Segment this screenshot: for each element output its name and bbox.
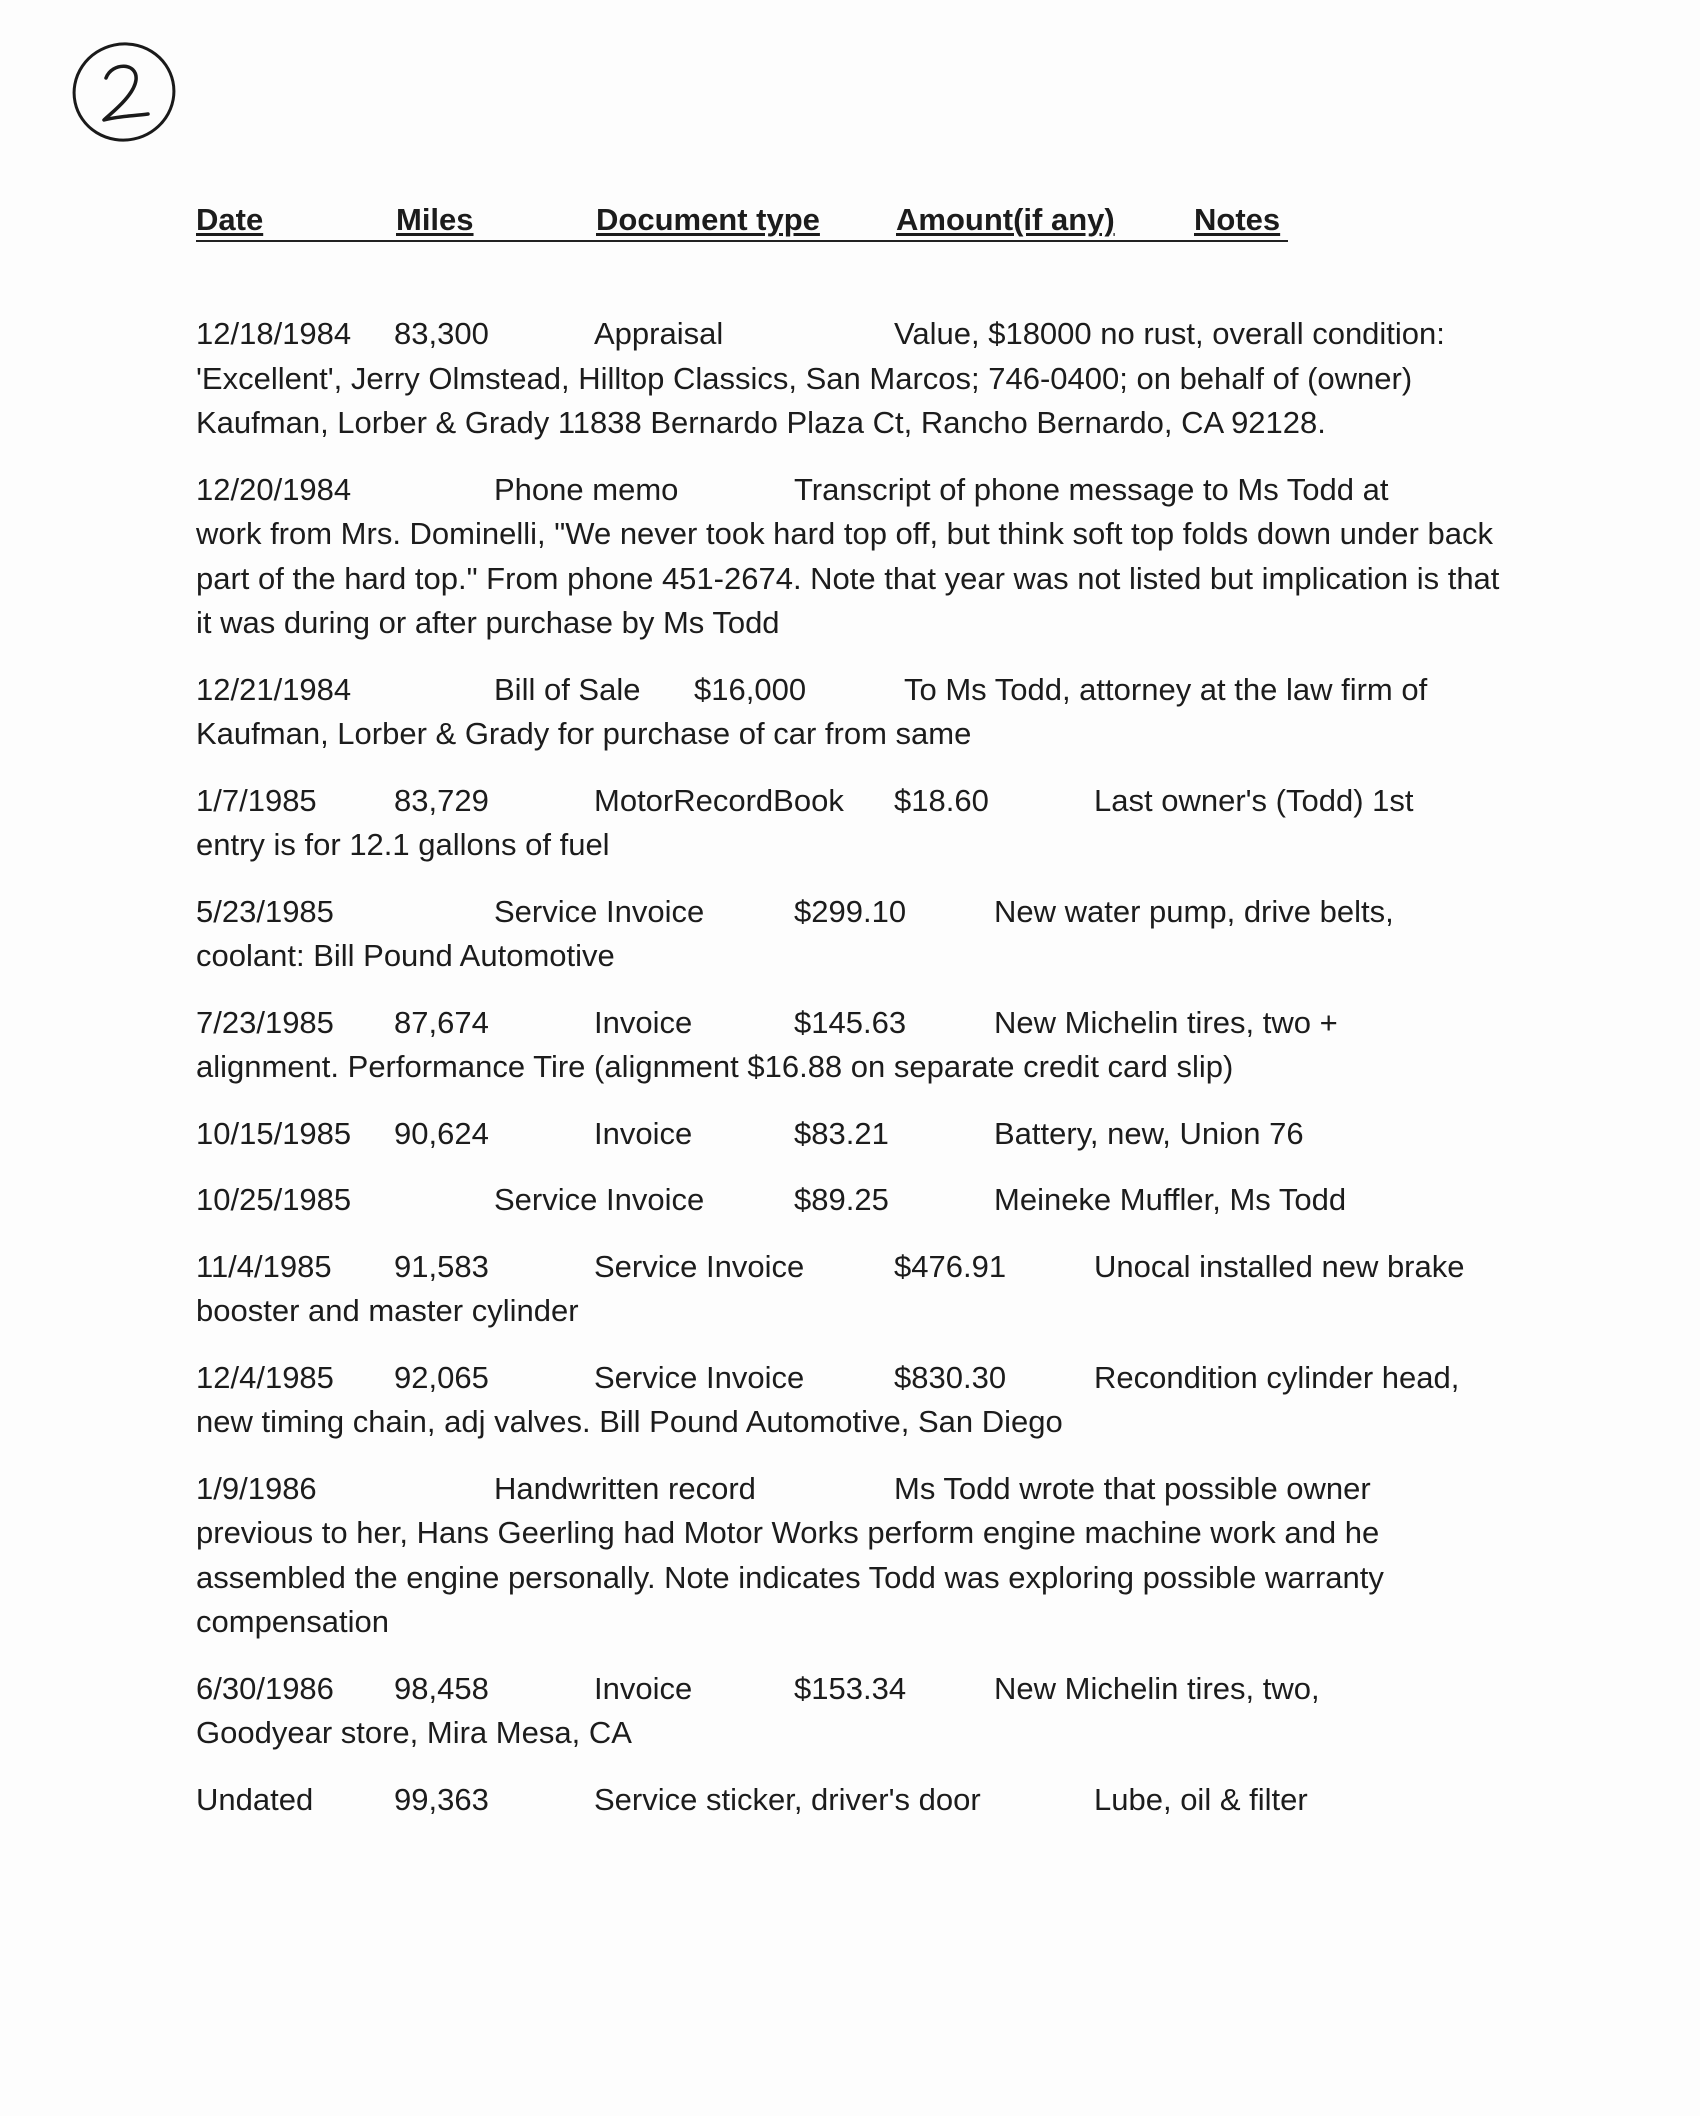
entry-document-type: Service Invoice	[594, 1359, 805, 1395]
entry-date: 1/7/1985	[196, 782, 317, 818]
entry-notes: Lube, oil & filter	[1094, 1781, 1308, 1817]
record-entry	[196, 1178, 1516, 1223]
header-notes: Notes	[1194, 202, 1281, 237]
entry-notes-continued: alignment. Performance Tire (alignment $16.88 on separate credit card slip)	[196, 1049, 1234, 1084]
record-entry	[196, 668, 1516, 757]
entry-notes: To Ms Todd, attorney at the law firm of	[904, 671, 1428, 707]
entry-notes-continued: entry is for 12.1 gallons of fuel	[196, 827, 610, 862]
entry-amount: $16,000	[694, 671, 807, 707]
record-entry	[196, 1778, 1516, 1823]
entry-date: 12/21/1984	[196, 671, 352, 707]
entry-notes-continued: Kaufman, Lorber & Grady for purchase of car from same	[196, 716, 972, 751]
record-entry	[196, 1245, 1516, 1334]
entry-notes-continued: previous to her, Hans Geerling had Motor Works perform engine machine work and he assembled the engine personally. Note indicates Todd was exploring possible warranty compensation	[196, 1515, 1384, 1639]
entry-document-type: Invoice	[594, 1004, 693, 1040]
entry-miles: 99,363	[394, 1781, 489, 1817]
entry-notes: Value, $18000 no rust, overall condition:	[894, 316, 1445, 351]
entry-date: 12/4/1985	[196, 1359, 334, 1395]
entry-notes-continued: new timing chain, adj valves. Bill Pound Automotive, San Diego	[196, 1404, 1063, 1439]
entry-amount: $145.63	[794, 1004, 907, 1040]
entry-date: Undated	[196, 1781, 314, 1817]
entry-date: 12/20/1984	[196, 471, 352, 507]
record-entries	[196, 312, 1516, 1844]
entry-notes: New Michelin tires, two,	[994, 1670, 1320, 1706]
record-entry	[196, 890, 1516, 979]
entry-notes: Ms Todd wrote that possible owner	[894, 1470, 1371, 1506]
entry-notes-continued: coolant: Bill Pound Automotive	[196, 938, 615, 973]
entry-date: 10/25/1985	[196, 1182, 352, 1217]
entry-amount: $18.60	[894, 782, 989, 818]
entry-notes: Unocal installed new brake	[1094, 1248, 1465, 1284]
entry-miles: 87,674	[394, 1004, 489, 1040]
entry-notes: New Michelin tires, two +	[994, 1004, 1338, 1040]
entry-date: 6/30/1986	[196, 1670, 334, 1706]
record-entry	[196, 312, 1516, 446]
entry-miles: 83,729	[394, 782, 489, 818]
entry-document-type: Invoice	[594, 1670, 693, 1706]
entry-document-type: MotorRecordBook	[594, 782, 844, 818]
entry-document-type: Invoice	[594, 1115, 693, 1151]
entry-notes-continued: work from Mrs. Dominelli, "We never took hard top off, but think soft top folds down under back part of the hard top." From phone 451-2674. Note that year was not listed but implication is that it was during or after purchase by Ms Todd	[196, 516, 1500, 640]
header-amount: Amount(if any)	[896, 202, 1115, 237]
header-miles: Miles	[396, 202, 474, 237]
header-document-type: Document type	[596, 202, 820, 237]
entry-document-type: Bill of Sale	[494, 671, 641, 707]
entry-date: 10/15/1985	[196, 1115, 352, 1151]
entry-notes: New water pump, drive belts,	[994, 893, 1394, 929]
entry-document-type: Service sticker, driver's door	[594, 1781, 981, 1817]
entry-date: 7/23/1985	[196, 1004, 334, 1040]
entry-amount: $153.34	[794, 1670, 907, 1706]
record-entry	[196, 1667, 1516, 1756]
handwritten-page-number-mark	[68, 38, 180, 146]
entry-notes-continued: Goodyear store, Mira Mesa, CA	[196, 1715, 632, 1750]
entry-notes: Last owner's (Todd) 1st	[1094, 782, 1414, 818]
entry-miles: 98,458	[394, 1670, 489, 1706]
header-date: Date	[196, 202, 264, 237]
record-entry	[196, 1467, 1516, 1645]
entry-amount: $476.91	[894, 1248, 1007, 1284]
entry-amount: $83.21	[794, 1115, 889, 1151]
entry-document-type: Service Invoice	[494, 893, 705, 929]
entry-amount: $89.25	[794, 1182, 889, 1217]
entry-notes: Transcript of phone message to Ms Todd at	[794, 471, 1389, 507]
entry-document-type: Service Invoice	[594, 1248, 805, 1284]
entry-date: 12/18/1984	[196, 316, 352, 351]
record-entry	[196, 468, 1516, 646]
entry-miles: 92,065	[394, 1359, 489, 1395]
entry-date: 5/23/1985	[196, 893, 334, 929]
entry-date: 11/4/1985	[196, 1248, 332, 1284]
entry-notes-continued: 'Excellent', Jerry Olmstead, Hilltop Classics, San Marcos; 746-0400; on behalf of (owner) Kaufman, Lorber & Grady 11838 Bernardo Plaza Ct, Rancho Bernardo, CA 92128.	[196, 360, 1413, 440]
entry-document-type: Appraisal	[594, 316, 724, 351]
entry-amount: $830.30	[894, 1359, 1007, 1395]
entry-document-type: Service Invoice	[494, 1182, 705, 1217]
entry-date: 1/9/1986	[196, 1470, 317, 1506]
entry-notes-continued: booster and master cylinder	[196, 1293, 579, 1328]
record-entry	[196, 1001, 1516, 1090]
entry-document-type: Handwritten record	[494, 1470, 756, 1506]
entry-amount: $299.10	[794, 893, 907, 929]
column-header-row	[196, 196, 1288, 242]
entry-notes: Battery, new, Union 76	[994, 1115, 1304, 1151]
entry-miles: 91,583	[394, 1248, 489, 1284]
record-entry	[196, 1356, 1516, 1445]
record-entry	[196, 779, 1516, 868]
record-entry	[196, 1112, 1516, 1157]
entry-notes: Meineke Muffler, Ms Todd	[994, 1182, 1347, 1217]
entry-miles: 90,624	[394, 1115, 489, 1151]
entry-document-type: Phone memo	[494, 471, 679, 507]
entry-miles: 83,300	[394, 316, 489, 351]
entry-notes: Recondition cylinder head,	[1094, 1359, 1460, 1395]
